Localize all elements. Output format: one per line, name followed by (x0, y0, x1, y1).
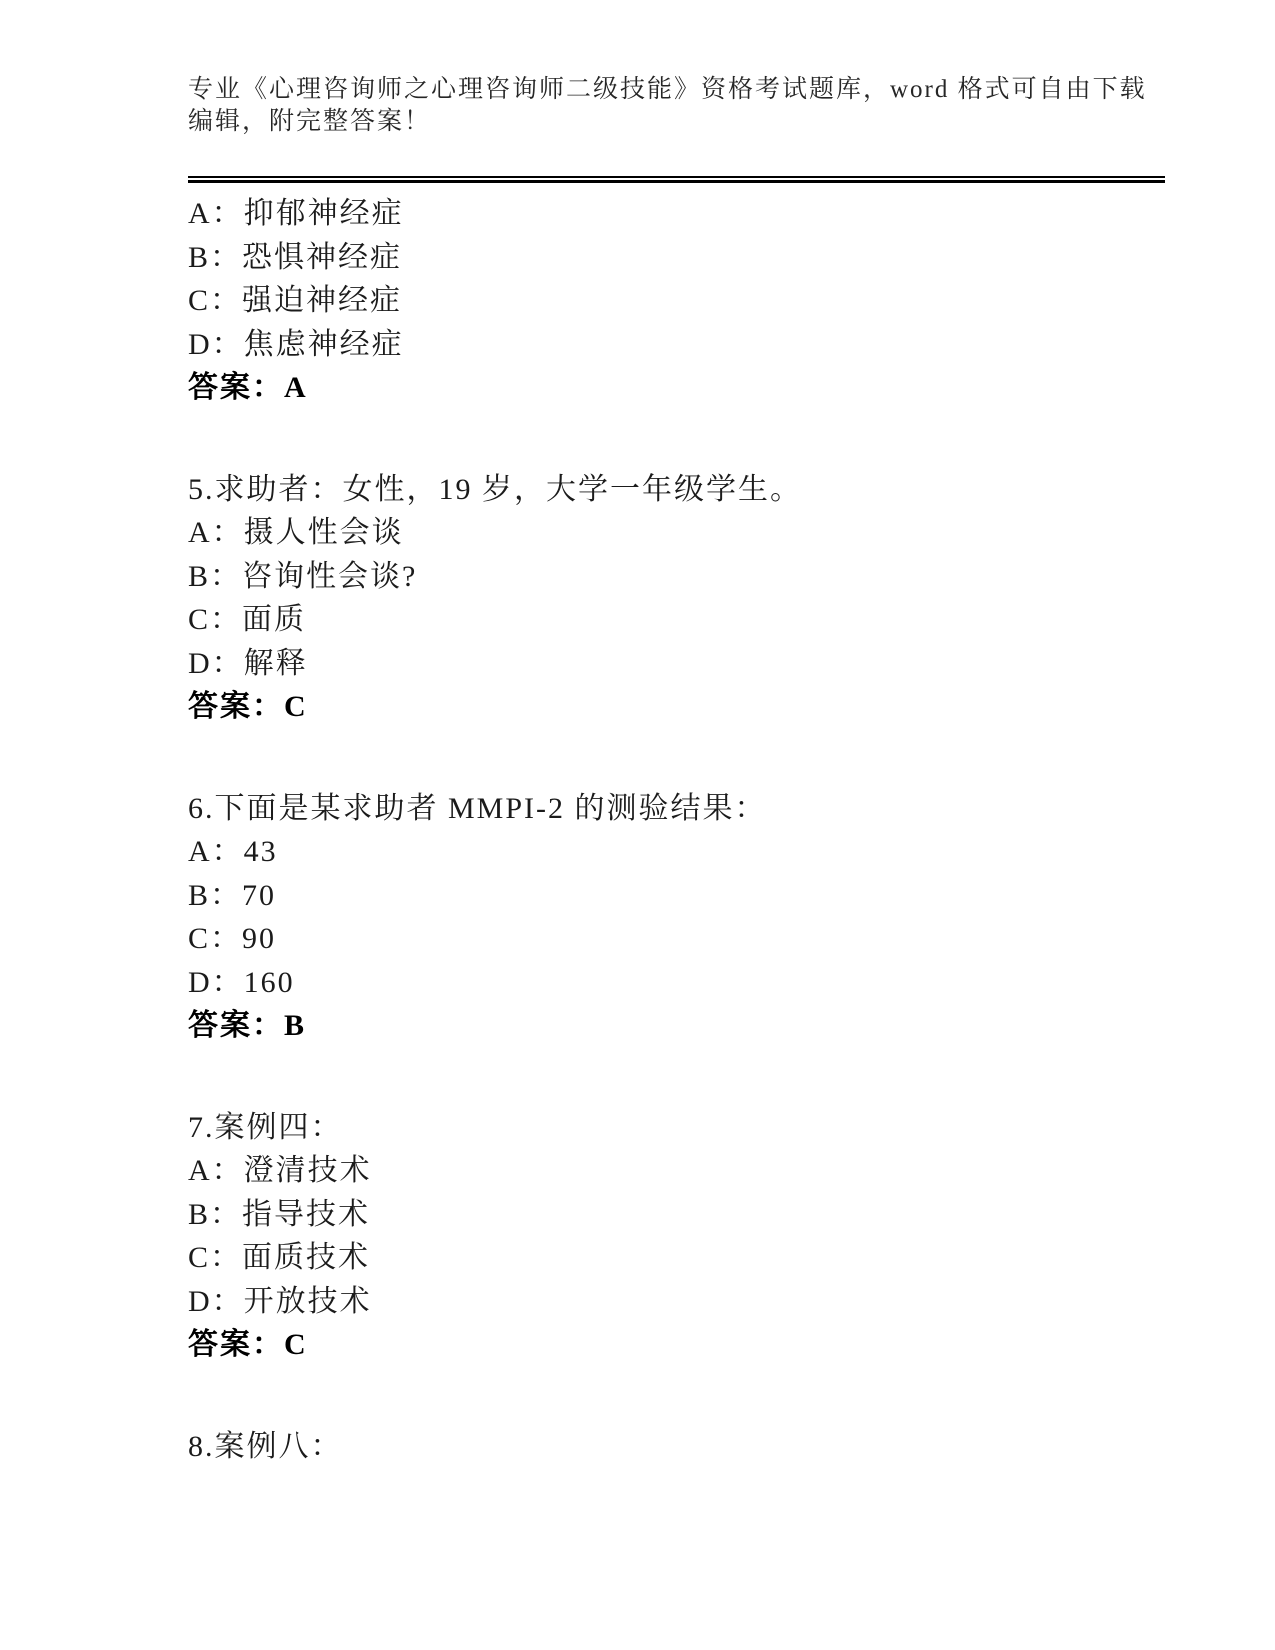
option-c: C：面质 (188, 603, 307, 636)
option-a: A：澄清技术 (188, 1154, 372, 1187)
option-a: A：43 (188, 835, 278, 868)
question-text: 7.案例四： (188, 1110, 343, 1144)
option-b: B：指导技术 (188, 1197, 371, 1231)
option-c: C：面质技术 (188, 1241, 371, 1274)
question-block (188, 468, 1165, 729)
question-text: 6.下面是某求助者 MMPI-2 的测验结果： (188, 791, 767, 825)
option-d: D：解释 (188, 646, 308, 680)
answer-line: 答案：C (188, 690, 308, 723)
option-d: D：焦虑神经症 (188, 327, 404, 361)
answer-line: 答案：A (188, 371, 308, 404)
header-divider (188, 176, 1165, 183)
question-text: 8.案例八： (188, 1429, 343, 1463)
option-d: D：160 (188, 965, 295, 999)
option-a: A：抑郁神经症 (188, 197, 404, 230)
answer-line: 答案：B (188, 1009, 307, 1042)
question-block (188, 1425, 1165, 1469)
question-block (188, 192, 1165, 410)
option-c: C：90 (188, 922, 277, 955)
question-text: 5.求助者：女性，19 岁，大学一年级学生。 (188, 472, 802, 506)
header-line-1: 专业《心理咨询师之心理咨询师二级技能》资格考试题库，word 格式可自由下载 (188, 76, 1147, 103)
document-content (188, 0, 1165, 1468)
document-header (188, 0, 1165, 138)
question-list (188, 183, 1165, 1468)
divider-thin-line (188, 176, 1165, 178)
question-block (188, 787, 1165, 1048)
answer-line: 答案：C (188, 1328, 308, 1361)
option-d: D：开放技术 (188, 1284, 372, 1318)
header-line-2: 编辑，附完整答案！ (188, 108, 432, 135)
option-b: B：恐惧神经症 (188, 240, 403, 274)
option-a: A：摄人性会谈 (188, 516, 404, 549)
option-c: C：强迫神经症 (188, 284, 403, 317)
question-block (188, 1106, 1165, 1367)
option-b: B：70 (188, 878, 277, 912)
option-b: B：咨询性会谈? (188, 559, 418, 593)
